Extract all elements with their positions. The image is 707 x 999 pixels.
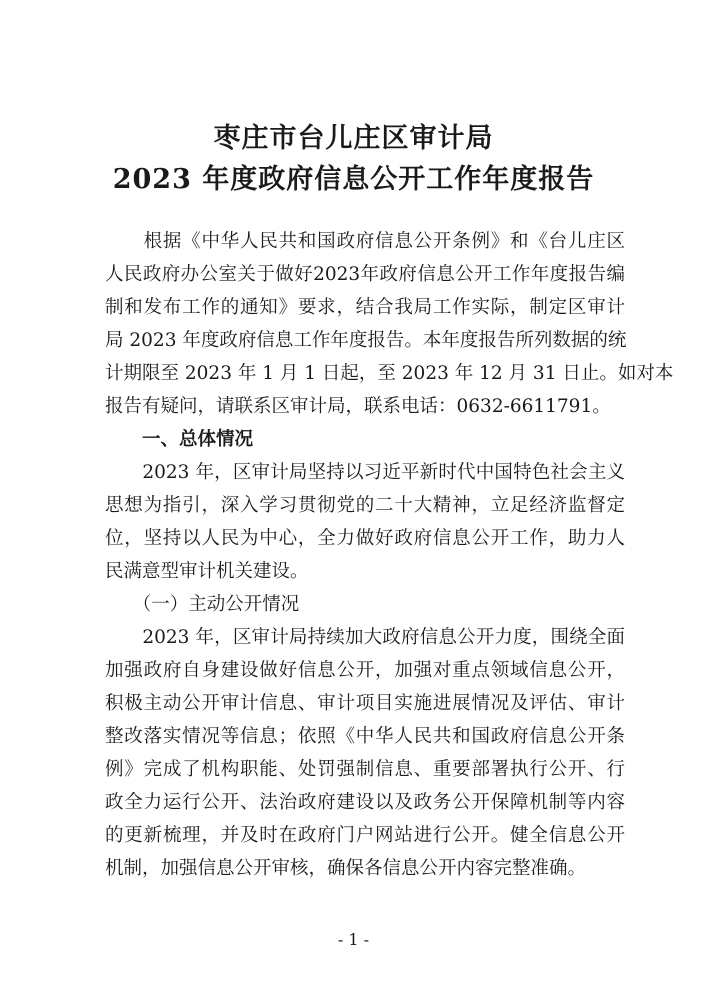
- paragraph-line: 加强政府自身建设做好信息公开，加强对重点领域信息公开，: [105, 660, 625, 681]
- paragraph-line: 局 2023 年度政府信息工作年度报告。本年度报告所列数据的统: [105, 330, 627, 351]
- paragraph-line: 民满意型审计机关建设。: [105, 561, 309, 582]
- page-number: - 1 -: [337, 930, 370, 949]
- paragraph-line: 报告有疑问，请联系区审计局，联系电话：0632-6611791。: [105, 396, 611, 417]
- paragraph-line: 积极主动公开审计信息、审计项目实施进展情况及评估、审计: [105, 693, 625, 714]
- document-title-line1: 枣庄市台儿庄区审计局: [213, 123, 494, 154]
- paragraph-line: 的更新梳理，并及时在政府门户网站进行公开。健全信息公开: [105, 825, 625, 846]
- paragraph-line: 2023 年，区审计局坚持以习近平新时代中国特色社会主义: [105, 462, 625, 483]
- paragraph-line: 机制，加强信息公开审核，确保各信息公开内容完整准确。: [105, 858, 587, 879]
- paragraph-line: 2023 年，区审计局持续加大政府信息公开力度，围绕全面: [105, 627, 625, 648]
- paragraph-line: 整改落实情况等信息；依照《中华人民共和国政府信息公开条: [105, 726, 625, 747]
- paragraph-line: 人民政府办公室关于做好2023年政府信息公开工作年度报告编: [105, 264, 625, 285]
- paragraph-line: 政全力运行公开、法治政府建设以及政务公开保障机制等内容: [105, 792, 625, 813]
- paragraph-line: 根据《中华人民共和国政府信息公开条例》和《台儿庄区: [105, 231, 625, 252]
- paragraph-line: 例》完成了机构职能、处罚强制信息、重要部署执行公开、行: [105, 759, 625, 780]
- document-title-line2: 2023 年度政府信息公开工作年度报告: [112, 164, 595, 195]
- section-heading: 一、总体情况: [105, 429, 254, 450]
- paragraph-line: 制和发布工作的通知》要求，结合我局工作实际，制定区审计: [105, 297, 625, 318]
- subsection-heading: （一）主动公开情况: [105, 594, 300, 615]
- paragraph-line: 计期限至 2023 年 1 月 1 日起，至 2023 年 12 月 31 日止。如对本: [105, 363, 674, 384]
- paragraph-line: 思想为指引，深入学习贯彻党的二十大精神，立足经济监督定: [105, 495, 625, 516]
- paragraph-line: 位，坚持以人民为中心，全力做好政府信息公开工作，助力人: [105, 528, 625, 549]
